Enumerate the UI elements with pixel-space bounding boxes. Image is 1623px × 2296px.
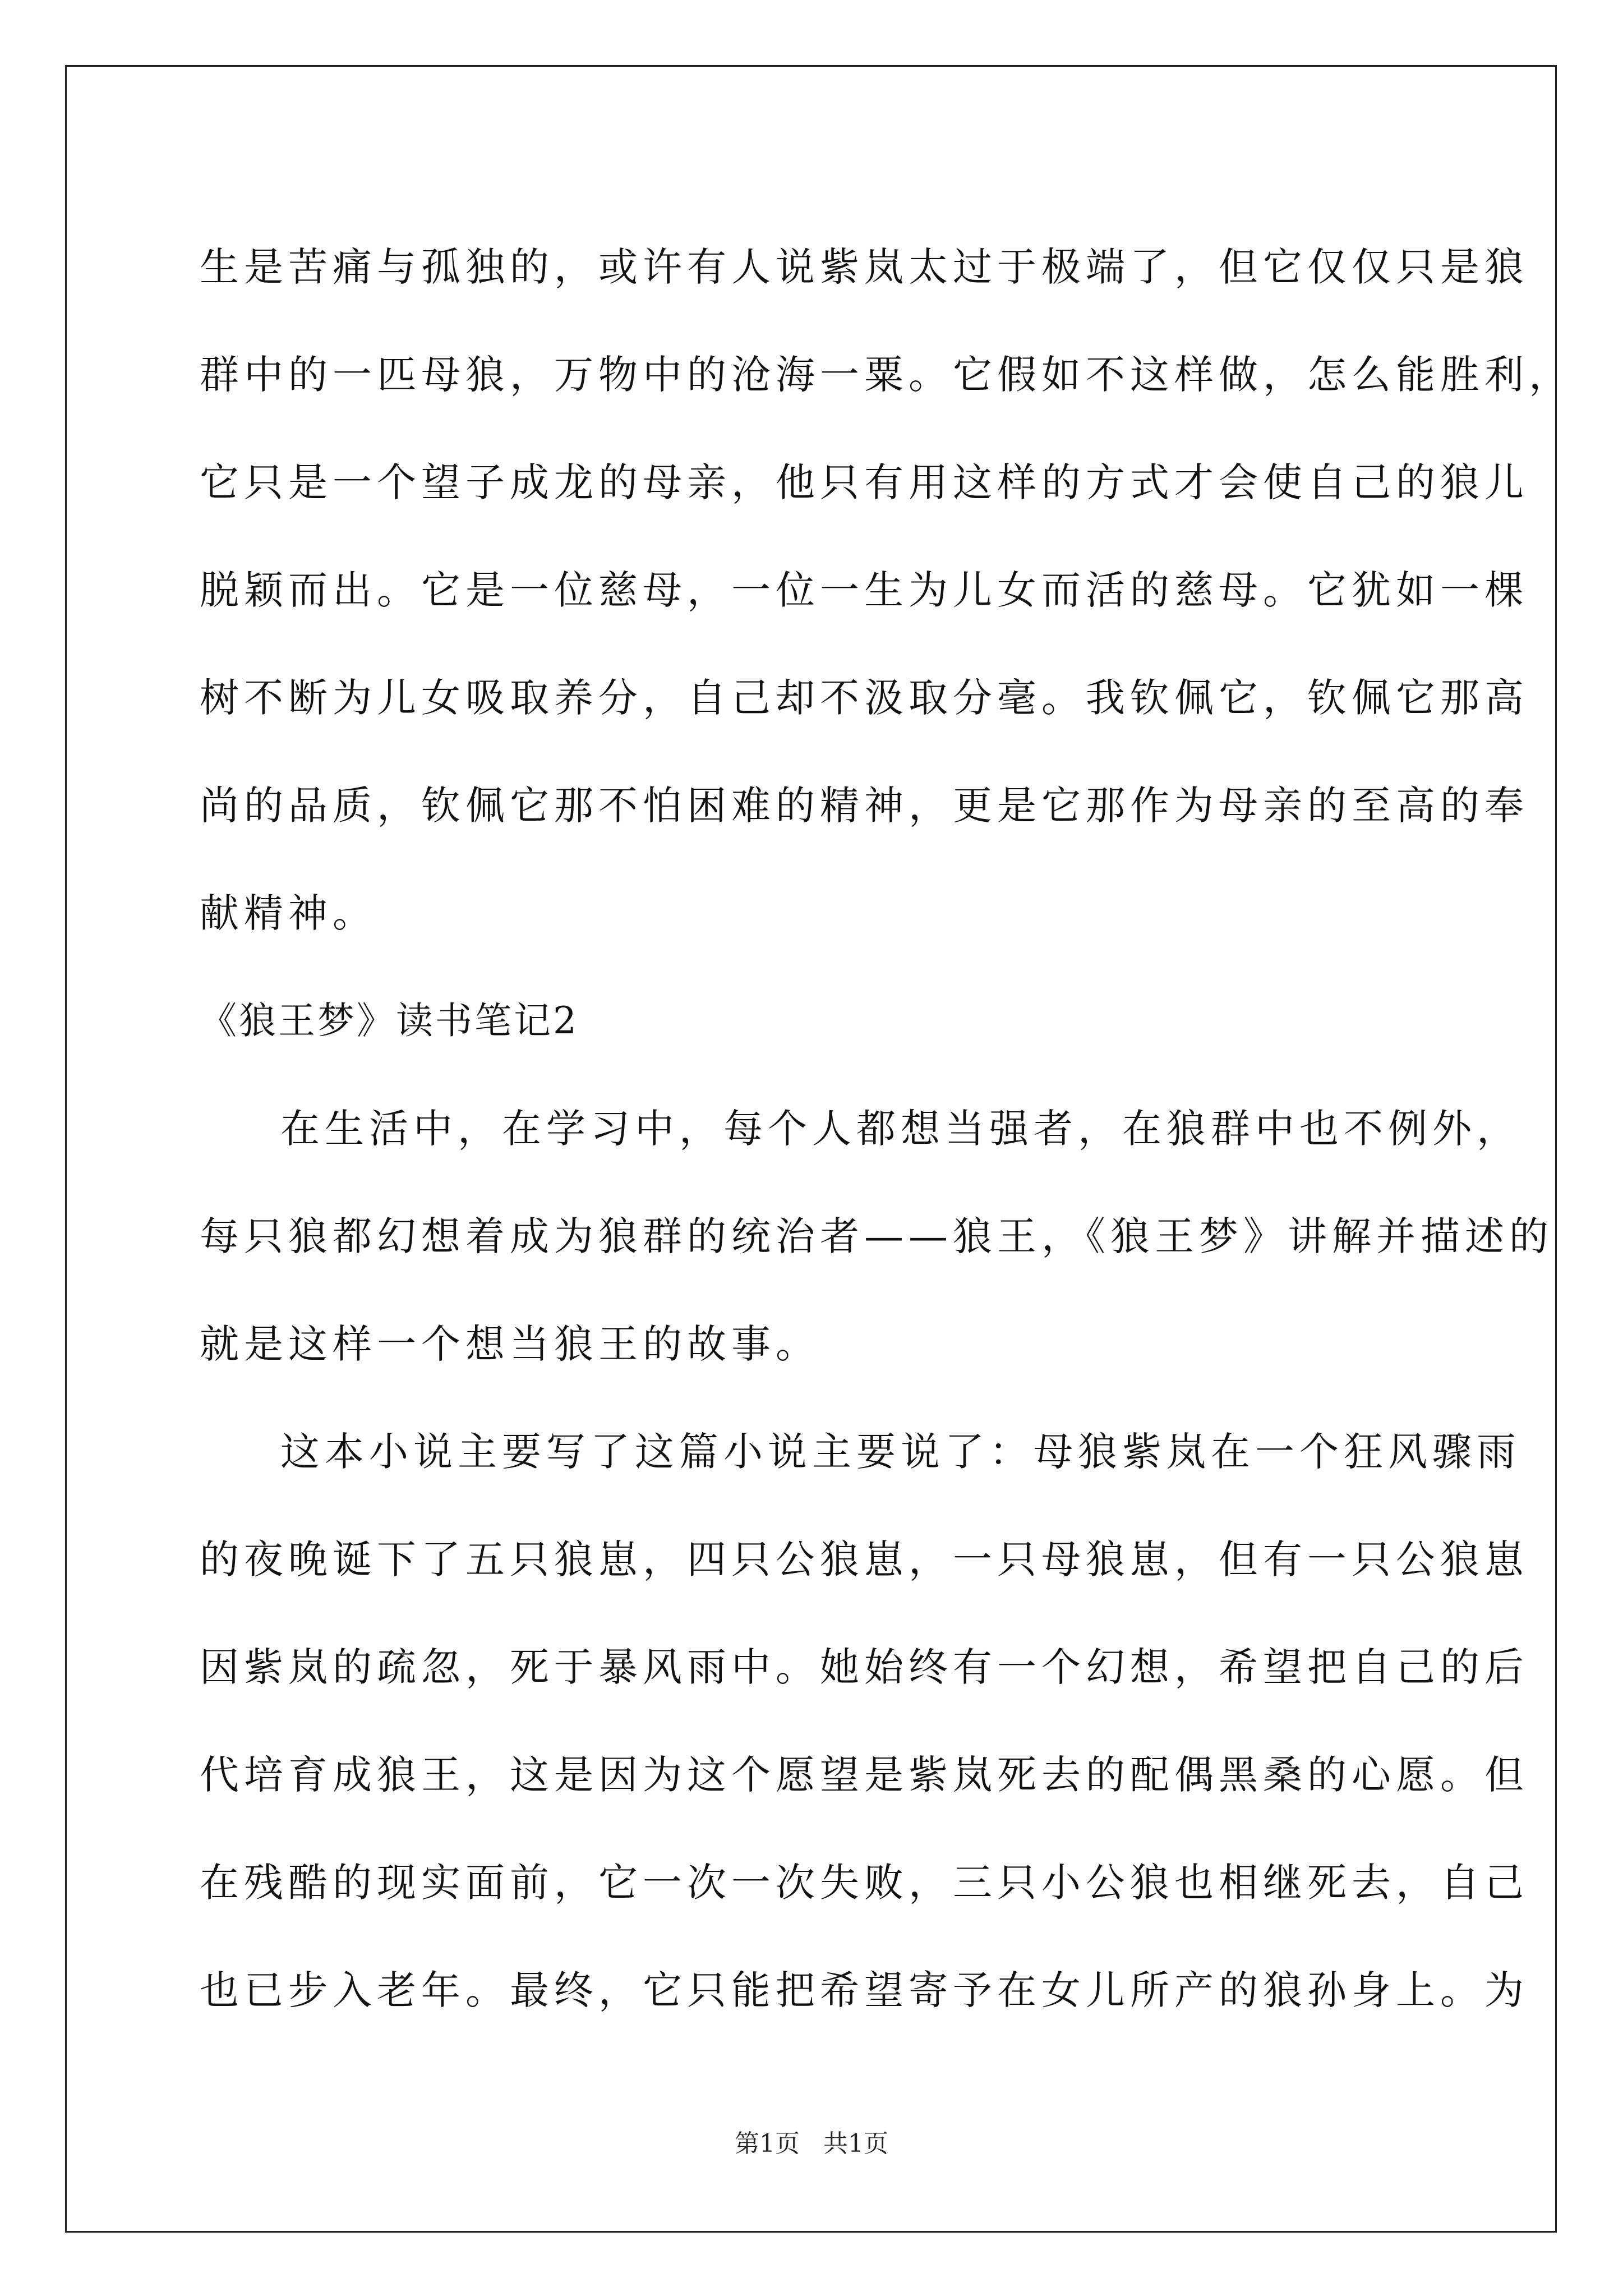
text-line: 就是这样一个想当狼王的故事。 — [200, 1321, 820, 1367]
paragraph-3 — [200, 1398, 1529, 2044]
section-heading: 《狼王梦》读书笔记2 — [200, 999, 579, 1042]
text-line: 它只是一个望子成龙的母亲，他只有用这样的方式才会使自己的狼儿 — [200, 459, 1529, 505]
text-line: 也已步入老年。最终，它只能把希望寄予在女儿所产的狼孙身上。为 — [200, 1967, 1529, 2013]
text-line: 因紫岚的疏忽，死于暴风雨中。她始终有一个幻想，希望把自己的后 — [200, 1644, 1529, 1690]
paragraph-1 — [200, 213, 1573, 967]
text-line: 献精神。 — [200, 890, 377, 936]
text-line: 树不断为儿女吸取养分，自己却不汲取分毫。我钦佩它，钦佩它那高 — [200, 675, 1529, 721]
text-line: 每只狼都幻想着成为狼群的统治者——狼王，《狼王梦》讲解并描述的 — [200, 1213, 1553, 1259]
paragraph-2 — [200, 1075, 1553, 1398]
text-line: 的夜晚诞下了五只狼崽，四只公狼崽，一只母狼崽，但有一只公狼崽 — [200, 1536, 1529, 1582]
text-line: 脱颖而出。它是一位慈母，一位一生为儿女而活的慈母。它犹如一棵 — [200, 567, 1529, 613]
page-footer: 第1页 共1页 — [735, 2129, 888, 2158]
document-body — [200, 213, 1573, 2044]
text-line: 尚的品质，钦佩它那不怕困难的精神，更是它那作为母亲的至高的奉 — [200, 783, 1529, 829]
text-line: 这本小说主要写了这篇小说主要说了：母狼紫岚在一个狂风骤雨 — [280, 1429, 1521, 1475]
text-line: 在生活中，在学习中，每个人都想当强者，在狼群中也不例外， — [280, 1106, 1521, 1152]
text-line: 在残酷的现实面前，它一次一次失败，三只小公狼也相继死去，自己 — [200, 1860, 1529, 1906]
text-line: 群中的一匹母狼，万物中的沧海一粟。它假如不这样做，怎么能胜利， — [200, 352, 1573, 398]
text-line: 代培育成狼王，这是因为这个愿望是紫岚死去的配偶黑桑的心愿。但 — [200, 1752, 1529, 1798]
text-line: 生是苦痛与孤独的，或许有人说紫岚太过于极端了，但它仅仅只是狼 — [200, 244, 1529, 290]
